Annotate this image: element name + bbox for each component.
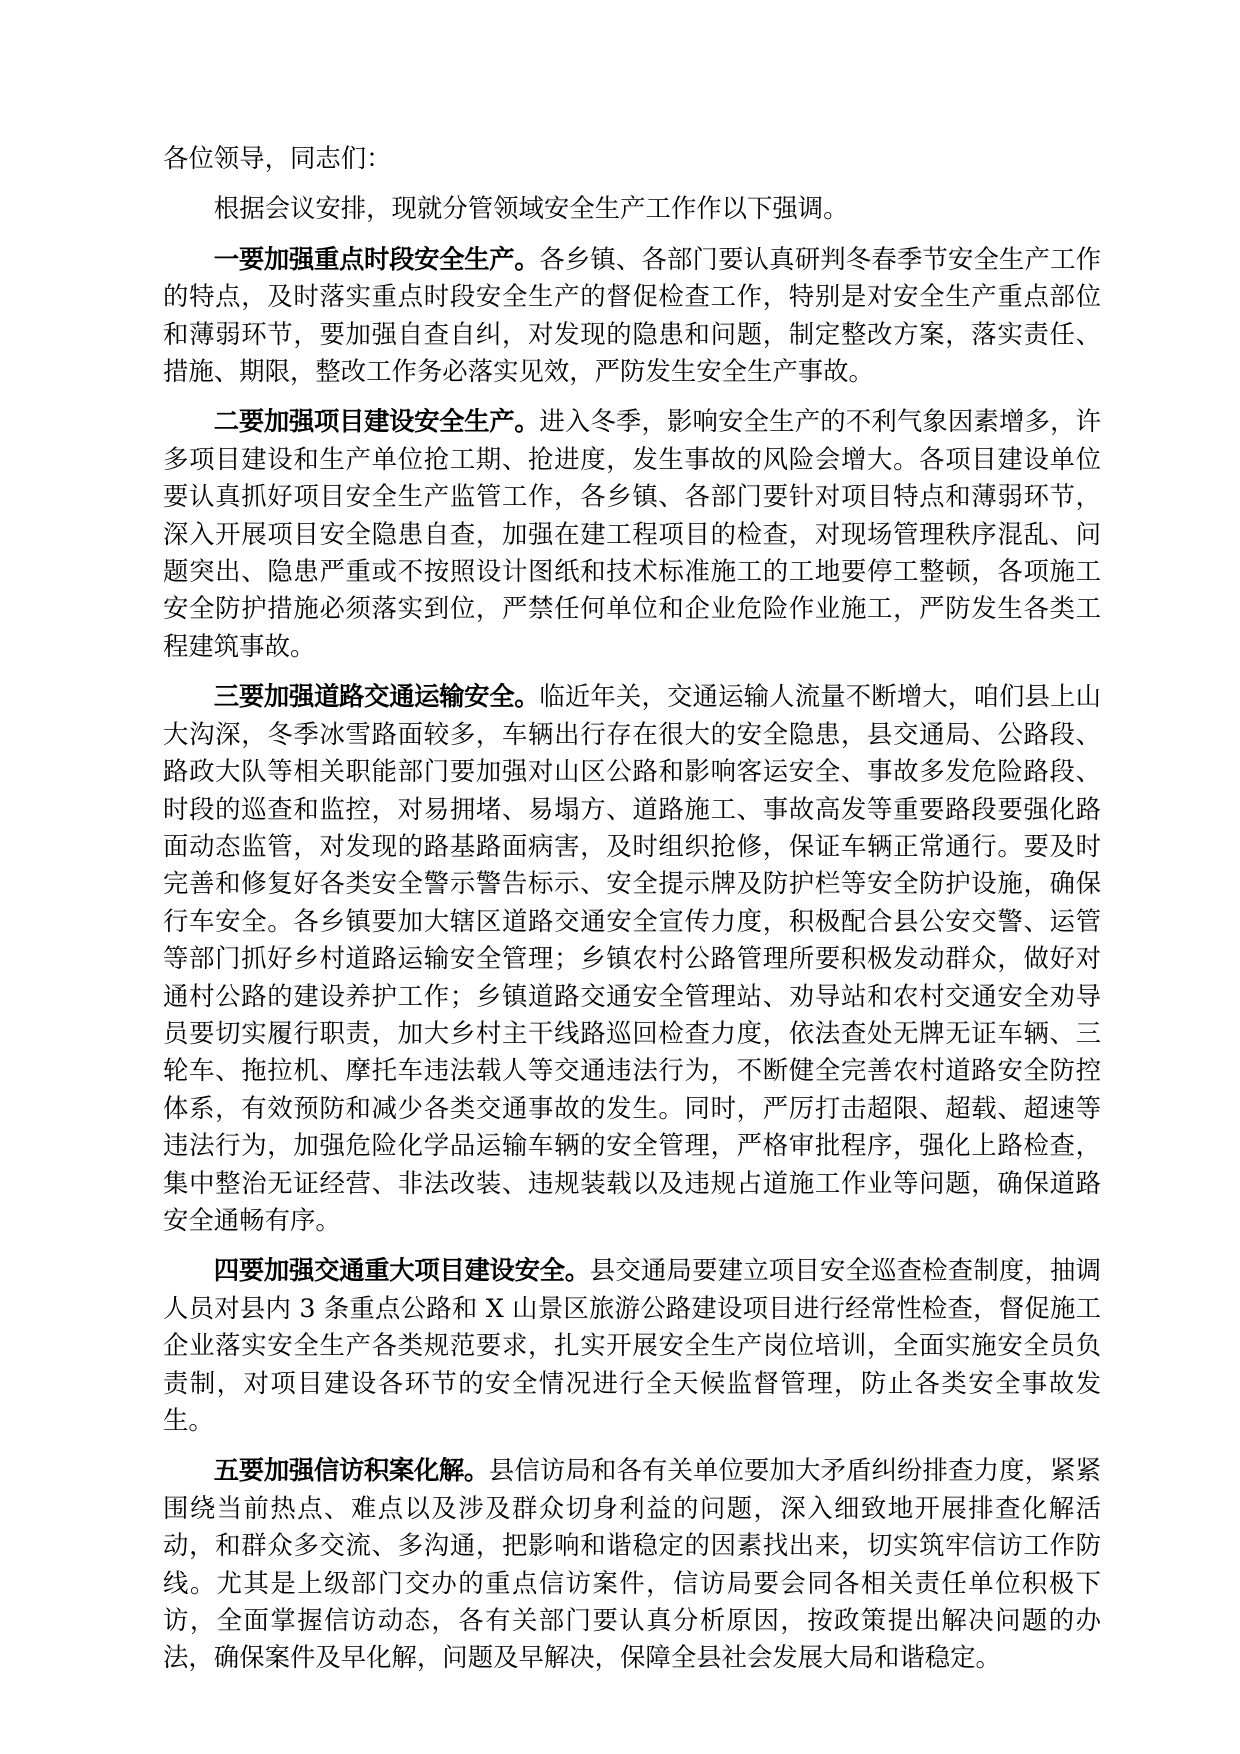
section-paragraph-1 xyxy=(163,241,1101,391)
section-heading-4: 四要加强交通重大项目建设安全。 xyxy=(213,1255,590,1286)
intro-paragraph: 根据会议安排，现就分管领域安全生产工作作以下强调。 xyxy=(213,193,849,224)
section-heading-1: 一要加强重点时段安全生产。 xyxy=(213,243,540,274)
salutation-line: 各位领导，同志们： xyxy=(163,143,392,173)
section-heading-3: 三要加强道路交通运输安全。 xyxy=(213,681,540,712)
section-heading-5: 五要加强信访积案化解。 xyxy=(213,1455,489,1486)
section-heading-2: 二要加强项目建设安全生产。 xyxy=(213,406,540,437)
section-body-3: 临近年关，交通运输人流量不断增大，咱们县上山大沟深，冬季冰雪路面较多，车辆出行存在很大的安全隐患，县交通局、公路段、路政大队等相关职能部门要加强对山区公路和影响客运安全、事故多发危险路段、时段的巡查和监控，对易拥堵、易塌方、道路施工、事故高发等重要路段要强化路面动态监管，对发现的路基路面病害，及时组织抢修，保证车辆正常通行。要及时完善和修复好各类安全警示警告标示、安全提示牌及防护栏等安全防护设施，确保行车安全。各乡镇要加大辖区道路交通安全宣传力度，积极配合县公安交警、运管等部门抓好乡村道路运输安全管理；乡镇农村公路管理所要积极发动群众，做好对通村公路的建设养护工作；乡镇道路交通安全管理站、劝导站和农村交通安全劝导员要切实履行职责，加大乡村主干线路巡回检查力度，依法查处无牌无证车辆、三轮车、拖拉机、摩托车违法载人等交通违法行为，不断健全完善农村道路安全防控体系，有效预防和减少各类交通事故的发生。同时，严厉打击超限、超载、超速等违法行为，加强危险化学品运输车辆的安全管理，严格审批程序，强化上路检查，集中整治无证经营、非法改装、违规装载以及违规占道施工作业等问题，确保道路安全通畅有序。 xyxy=(163,681,1102,1235)
section-paragraph-5 xyxy=(163,1452,1101,1676)
section-body-5: 县信访局和各有关单位要加大矛盾纠纷排查力度，紧紧围绕当前热点、难点以及涉及群众切身利益的问题，深入细致地开展排查化解活动，和群众多交流、多沟通，把影响和谐稳定的因素找出来，切实筑牢信访工作防线。尤其是上级部门交办的重点信访案件，信访局要会同各相关责任单位积极下访，全面掌握信访动态，各有关部门要认真分析原因，按政策提出解决问题的办法，确保案件及早化解，问题及早解决，保障全县社会发展大局和谐稳定。 xyxy=(163,1455,1102,1673)
section-body-4: 县交通局要建立项目安全巡查检查制度，抽调人员对县内 3 条重点公路和 X 山景区旅游公路建设项目进行经常性检查，督促施工企业落实安全生产各类规范要求，扎实开展安全生产岗位培训，全面实施安全员负责制，对项目建设各环节的安全情况进行全天候监督管理，防止各类安全事故发生。 xyxy=(163,1255,1102,1435)
section-paragraph-3 xyxy=(163,678,1101,1239)
section-paragraph-4 xyxy=(163,1252,1101,1439)
section-paragraph-2 xyxy=(163,403,1101,665)
section-body-2: 进入冬季，影响安全生产的不利气象因素增多，许多项目建设和生产单位抢工期、抢进度，发生事故的风险会增大。各项目建设单位要认真抓好项目安全生产监管工作，各乡镇、各部门要针对项目特点和薄弱环节，深入开展项目安全隐患自查，加强在建工程项目的检查，对现场管理秩序混乱、问题突出、隐患严重或不按照设计图纸和技术标准施工的工地要停工整顿，各项施工安全防护措施必须落实到位，严禁任何单位和企业危险作业施工，严防发生各类工程建筑事故。 xyxy=(163,406,1102,661)
section-body-1: 各乡镇、各部门要认真研判冬春季节安全生产工作的特点，及时落实重点时段安全生产的督促检查工作，特别是对安全生产重点部位和薄弱环节，要加强自查自纠，对发现的隐患和问题，制定整改方案，落实责任、措施、期限，整改工作务必落实见效，严防发生安全生产事故。 xyxy=(163,243,1102,387)
document-body xyxy=(163,140,1101,1677)
